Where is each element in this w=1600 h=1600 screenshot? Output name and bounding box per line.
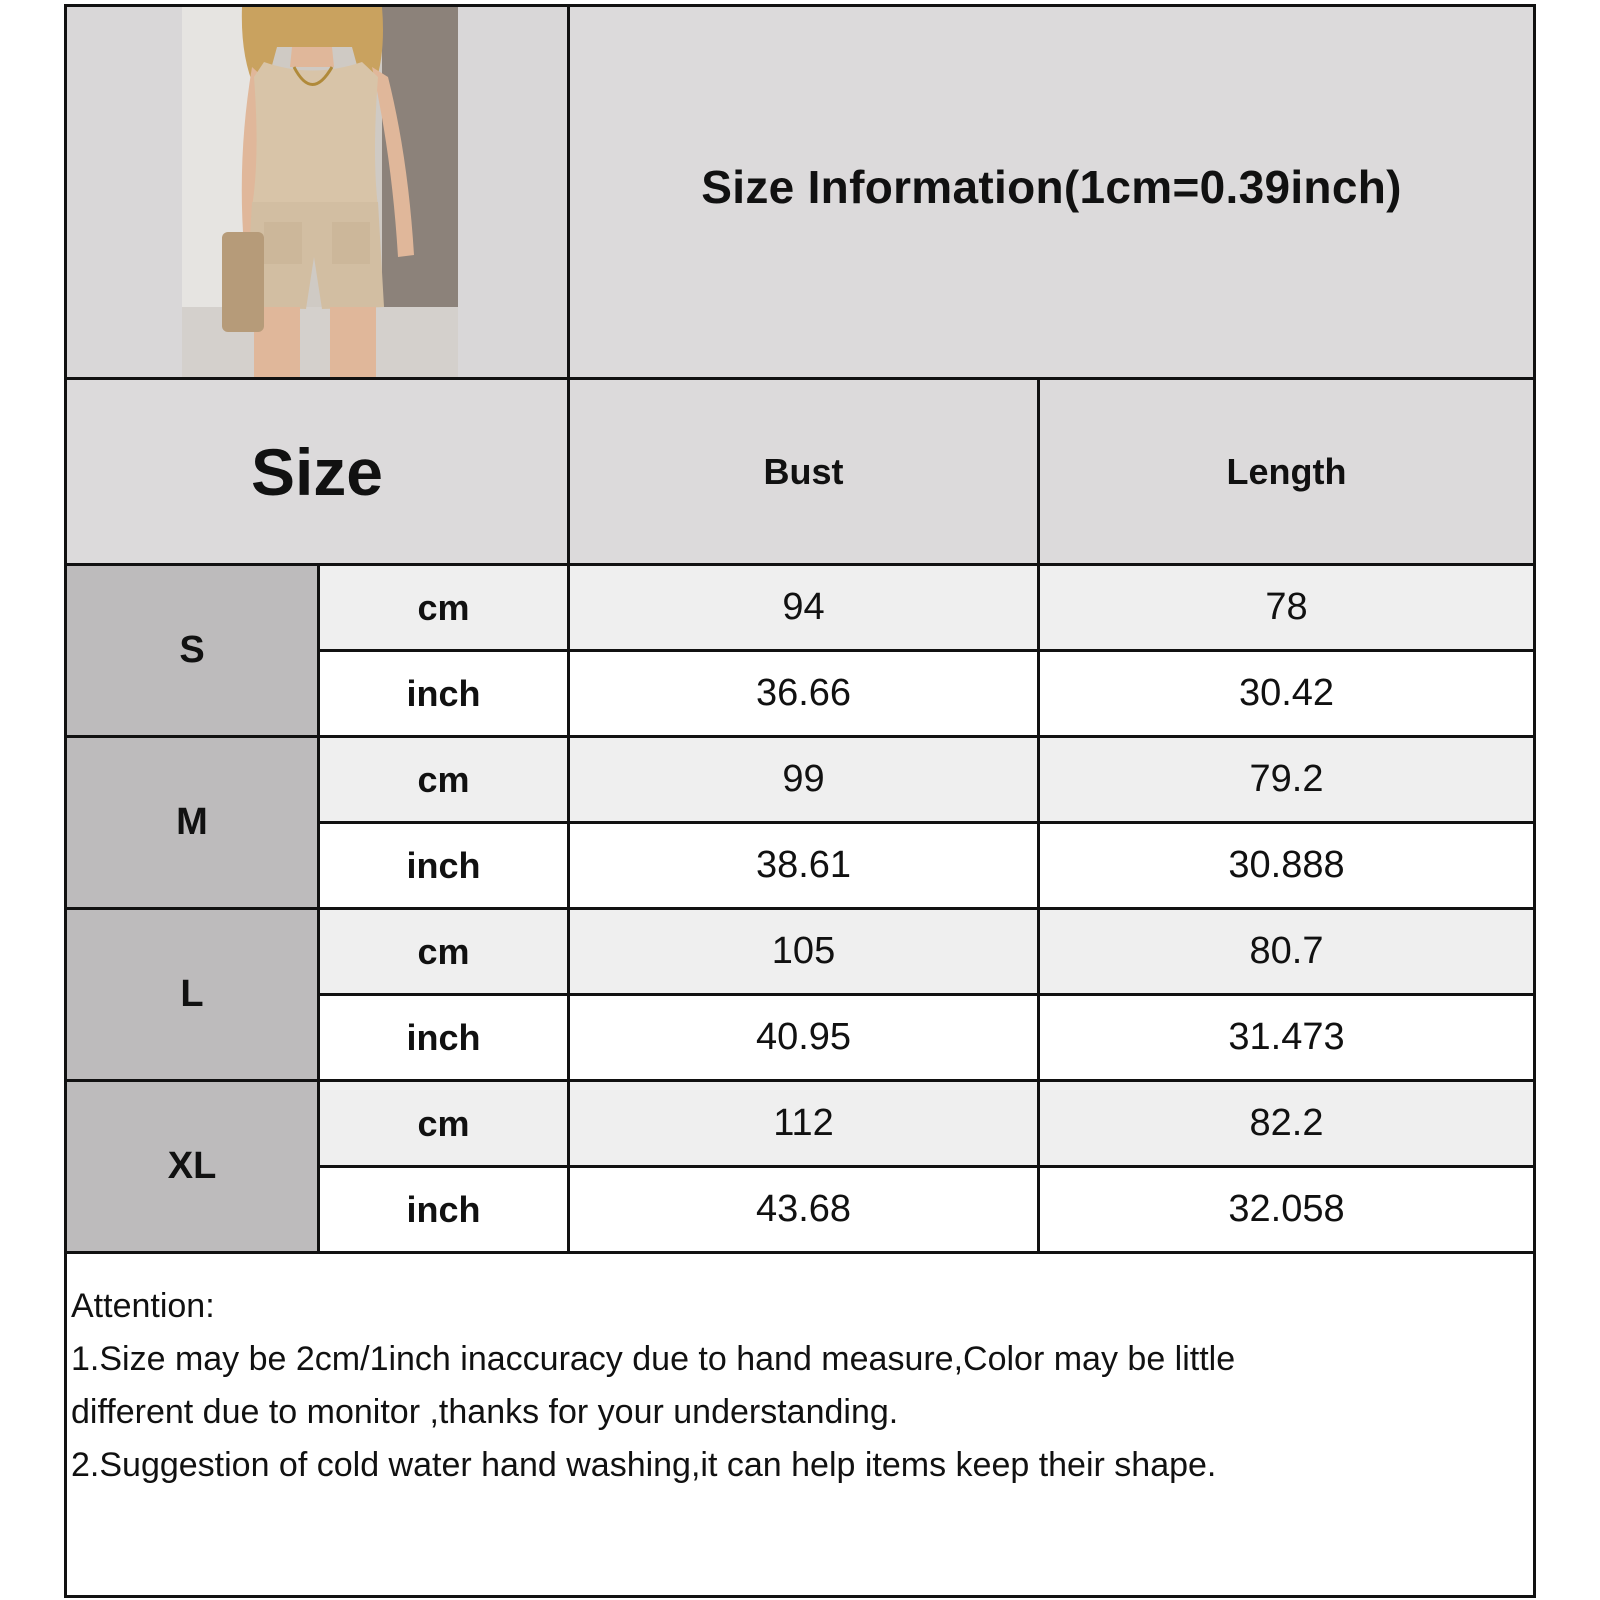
size-label-m: M xyxy=(67,735,317,907)
bust-value: 38.61 xyxy=(567,821,1037,907)
size-header-cell xyxy=(67,377,567,563)
unit-cm: cm xyxy=(317,907,567,993)
size-label-s: S xyxy=(67,563,317,735)
size-info-title-cell xyxy=(567,7,1533,377)
size-label-xl: XL xyxy=(67,1079,317,1251)
unit-inch: inch xyxy=(317,649,567,735)
notes-heading: Attention: xyxy=(71,1287,215,1325)
product-photo xyxy=(182,7,458,379)
unit-cm: cm xyxy=(317,735,567,821)
bust-value: 105 xyxy=(567,907,1037,993)
unit-inch: inch xyxy=(317,1165,567,1251)
size-info-title: Size Information(1cm=0.39inch) xyxy=(701,161,1402,213)
bust-value: 40.95 xyxy=(567,993,1037,1079)
length-value: 30.888 xyxy=(1037,821,1533,907)
table-bottom-divider xyxy=(67,1251,1533,1254)
length-header-cell xyxy=(1037,377,1533,563)
length-header: Length xyxy=(1226,450,1347,492)
bust-header: Bust xyxy=(763,450,844,492)
length-value: 30.42 xyxy=(1037,649,1533,735)
unit-cm: cm xyxy=(317,563,567,649)
bust-value: 99 xyxy=(567,735,1037,821)
product-photo-cell xyxy=(67,7,567,377)
unit-cm: cm xyxy=(317,1079,567,1165)
size-header: Size xyxy=(250,434,384,509)
notes-line-2: 2.Suggestion of cold water hand washing,it can help items keep their shape. xyxy=(71,1446,1217,1484)
unit-inch: inch xyxy=(317,821,567,907)
length-value: 82.2 xyxy=(1037,1079,1533,1165)
notes-line-1a: 1.Size may be 2cm/1inch inaccuracy due to hand measure,Color may be little xyxy=(71,1340,1236,1378)
length-value: 31.473 xyxy=(1037,993,1533,1079)
size-label-l: L xyxy=(67,907,317,1079)
length-value: 32.058 xyxy=(1037,1165,1533,1251)
attention-notes xyxy=(71,1280,1531,1492)
bust-value: 43.68 xyxy=(567,1165,1037,1251)
bust-value: 112 xyxy=(567,1079,1037,1165)
size-chart xyxy=(64,4,1536,1598)
length-value: 80.7 xyxy=(1037,907,1533,993)
length-value: 79.2 xyxy=(1037,735,1533,821)
bust-header-cell xyxy=(567,377,1037,563)
bust-value: 94 xyxy=(567,563,1037,649)
bust-value: 36.66 xyxy=(567,649,1037,735)
unit-inch: inch xyxy=(317,993,567,1079)
length-value: 78 xyxy=(1037,563,1533,649)
notes-line-1b: different due to monitor ,thanks for your understanding. xyxy=(71,1393,899,1431)
